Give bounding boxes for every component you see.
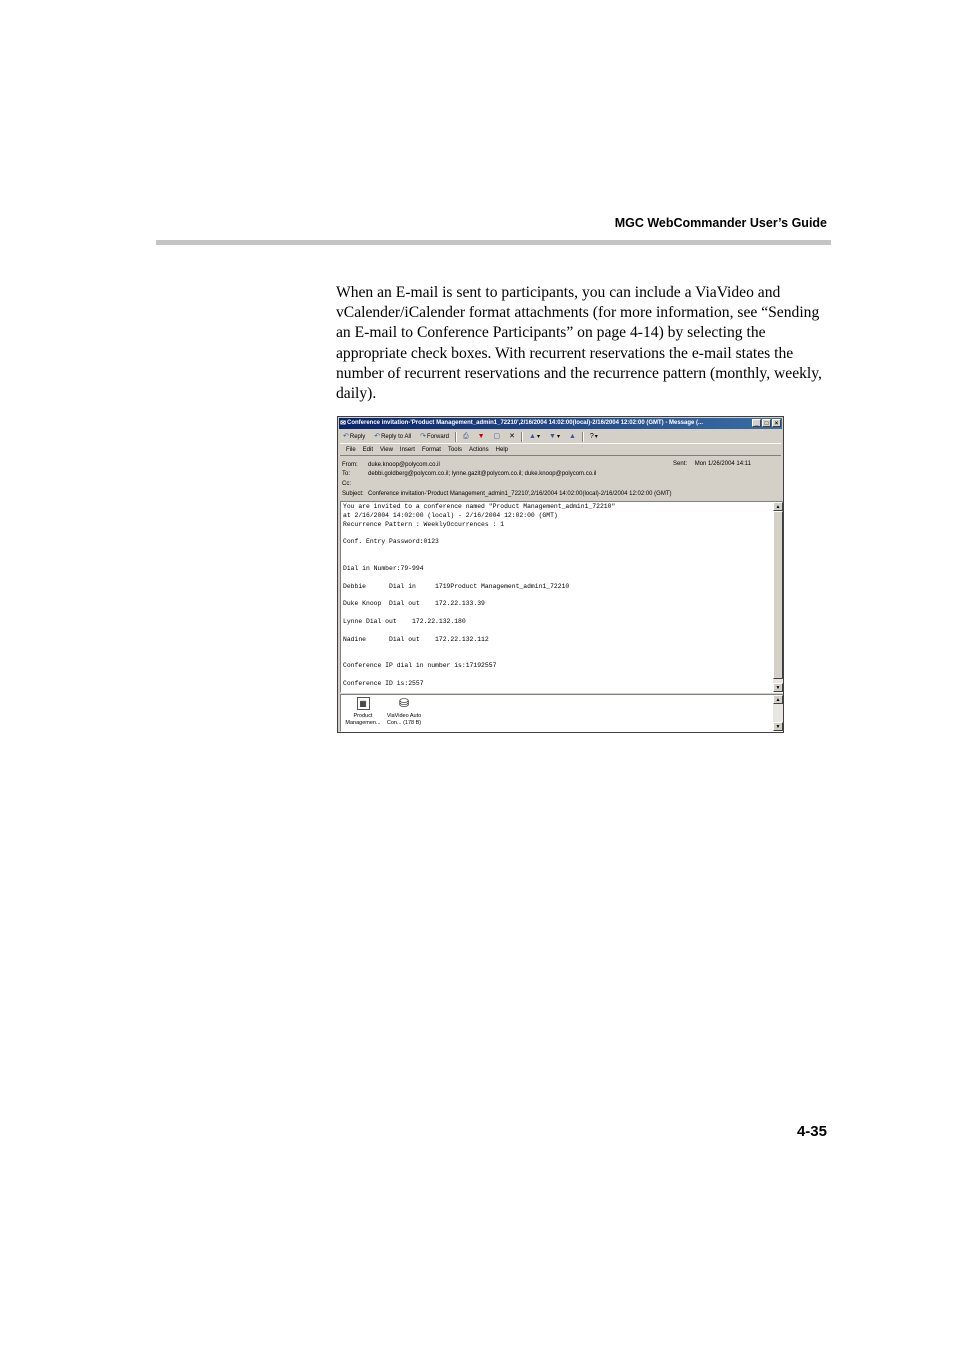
window-controls bbox=[752, 419, 781, 427]
flag-button[interactable] bbox=[475, 431, 488, 443]
message-body-pane[interactable] bbox=[340, 501, 784, 693]
sent-label: Sent: bbox=[673, 461, 688, 467]
move-button[interactable] bbox=[491, 431, 504, 443]
toolbar bbox=[340, 430, 781, 444]
scroll-thumb[interactable] bbox=[773, 511, 783, 679]
menu-edit[interactable]: Edit bbox=[362, 446, 374, 453]
attachment-line1: Product bbox=[353, 713, 373, 719]
from-value: duke.knoop@polycom.co.il bbox=[368, 462, 440, 468]
calendar-icon: ▦ bbox=[357, 697, 370, 710]
reply-label: Reply bbox=[349, 433, 366, 440]
reply-button[interactable] bbox=[340, 431, 368, 443]
cc-label: Cc: bbox=[342, 481, 351, 487]
maximize-button[interactable]: □ bbox=[762, 419, 771, 427]
window-title: Conference invitation-'Product Management_admin1_72210',2/16/2004 14:02:00(local)-2/16/2004 12:02:00 (GMT) - Message (... bbox=[347, 420, 703, 426]
minimize-button[interactable]: _ bbox=[752, 419, 761, 427]
menu-tools[interactable]: Tools bbox=[447, 446, 462, 453]
message-scrollbar[interactable] bbox=[773, 502, 783, 692]
menu-actions[interactable]: Actions bbox=[468, 446, 489, 453]
scroll-up-button[interactable]: ▲ bbox=[773, 695, 783, 704]
attachment-line1: ViaVideo Auto bbox=[386, 713, 422, 719]
toolbar-separator bbox=[455, 432, 457, 442]
toolbar-separator bbox=[521, 432, 523, 442]
folder-icon: ▢ bbox=[493, 432, 501, 440]
viavideo-icon: ⛁ bbox=[398, 696, 410, 710]
menu-format[interactable]: Format bbox=[421, 446, 441, 453]
help-button[interactable] bbox=[587, 431, 601, 443]
next-item-button[interactable] bbox=[546, 431, 563, 443]
from-row bbox=[342, 461, 440, 470]
subject-value: Conference invitation-'Product Management_admin1_72210',2/16/2004 14:02:00(local)-2/16/2004 12:02:00 (GMT) bbox=[368, 491, 672, 497]
cc-row bbox=[342, 480, 368, 489]
menu-insert[interactable]: Insert bbox=[399, 446, 415, 453]
to-row bbox=[342, 470, 596, 479]
attachment-viavideo[interactable] bbox=[384, 697, 424, 726]
subject-label: Subject: bbox=[342, 491, 364, 497]
email-window-screenshot bbox=[337, 416, 784, 733]
forward-label: Forward bbox=[426, 433, 449, 440]
delete-icon: ✕ bbox=[509, 432, 516, 440]
up-arrow-icon: ▲ bbox=[529, 432, 536, 440]
chevron-down-icon: ▾ bbox=[594, 433, 598, 440]
scroll-down-button[interactable]: ▼ bbox=[773, 722, 783, 731]
menu-file[interactable]: File bbox=[346, 446, 356, 453]
address-book-button[interactable] bbox=[566, 431, 579, 443]
running-header: MGC WebCommander User’s Guide bbox=[614, 216, 827, 230]
reply-icon: ↶ bbox=[343, 432, 349, 440]
message-headers bbox=[340, 457, 781, 501]
message-body-text: You are invited to a conference named "Product Management_admin1_72210" at 2/16/2004 14:02:00 (local) - 2/16/2004 12:02:00 (GMT) Recurrence Pattern : WeeklyOccurrences : 1 Conf. Entry Password:0123 Dial in Number:79-994 Debbie Dial in 1719Product Management_admin1_72210 Duke Knoop Dial out 172.22.133.39 Lynne Dial out 172.22.132.180 Nadine Dial out 172.22.132.112 Conference IP dial in number is:17192557 Conference ID is:2557 bbox=[343, 503, 616, 687]
attachments-pane bbox=[340, 694, 784, 732]
reply-all-icon: ↶ bbox=[374, 432, 381, 440]
to-label: To: bbox=[342, 471, 351, 477]
print-icon: ⎙ bbox=[463, 432, 469, 440]
close-button[interactable]: × bbox=[772, 419, 781, 427]
to-value: debbi.goldberg@polycom.co.il; lynne.gazit@polycom.co.il; duke.knoop@polycom.co.il bbox=[368, 471, 597, 477]
delete-button[interactable] bbox=[506, 431, 518, 443]
chevron-down-icon: ▾ bbox=[536, 433, 540, 440]
header-rule bbox=[156, 240, 831, 245]
envelope-icon: ✉ bbox=[340, 420, 346, 427]
page-number: 4-35 bbox=[796, 1123, 827, 1140]
scroll-down-button[interactable]: ▼ bbox=[773, 683, 783, 692]
scroll-up-button[interactable]: ▲ bbox=[773, 502, 783, 511]
body-paragraph: When an E-mail is sent to participants, you can include a ViaVideo and vCalender/iCalender format attachments (for more information, see “Sending an E-mail to Conference Participants” on page 4-14) by selecting the appropriate check boxes. With recurrent reservations the e-mail states the number of recurrent reservations and the recurrence pattern (monthly, weekly, daily). bbox=[336, 284, 822, 403]
attachment-line2: Managemen... bbox=[345, 719, 381, 726]
sent-row bbox=[673, 460, 751, 469]
forward-icon: ↷ bbox=[420, 432, 426, 440]
sent-value: Mon 1/26/2004 14:11 bbox=[694, 461, 751, 467]
reply-all-button[interactable] bbox=[371, 431, 414, 443]
menu-bar bbox=[340, 444, 781, 456]
title-bar bbox=[339, 418, 782, 429]
reply-all-label: Reply to All bbox=[381, 433, 412, 440]
down-arrow-icon: ▼ bbox=[549, 432, 556, 440]
chevron-down-icon: ▾ bbox=[556, 433, 560, 440]
previous-item-button[interactable] bbox=[526, 431, 543, 443]
print-button[interactable] bbox=[460, 431, 472, 443]
attachments-scrollbar[interactable] bbox=[773, 695, 783, 731]
address-book-icon: ▲ bbox=[568, 432, 576, 440]
from-label: From: bbox=[342, 462, 358, 468]
forward-button[interactable] bbox=[417, 431, 452, 443]
subject-row bbox=[342, 490, 671, 499]
menu-view[interactable]: View bbox=[380, 446, 393, 453]
flag-icon: ▼ bbox=[477, 432, 485, 440]
attachment-line2: Con... (178 B) bbox=[386, 719, 422, 726]
toolbar-separator bbox=[582, 432, 584, 442]
help-icon: ? bbox=[589, 432, 594, 440]
attachment-vcalendar[interactable] bbox=[343, 697, 383, 726]
menu-help[interactable]: Help bbox=[495, 446, 508, 453]
